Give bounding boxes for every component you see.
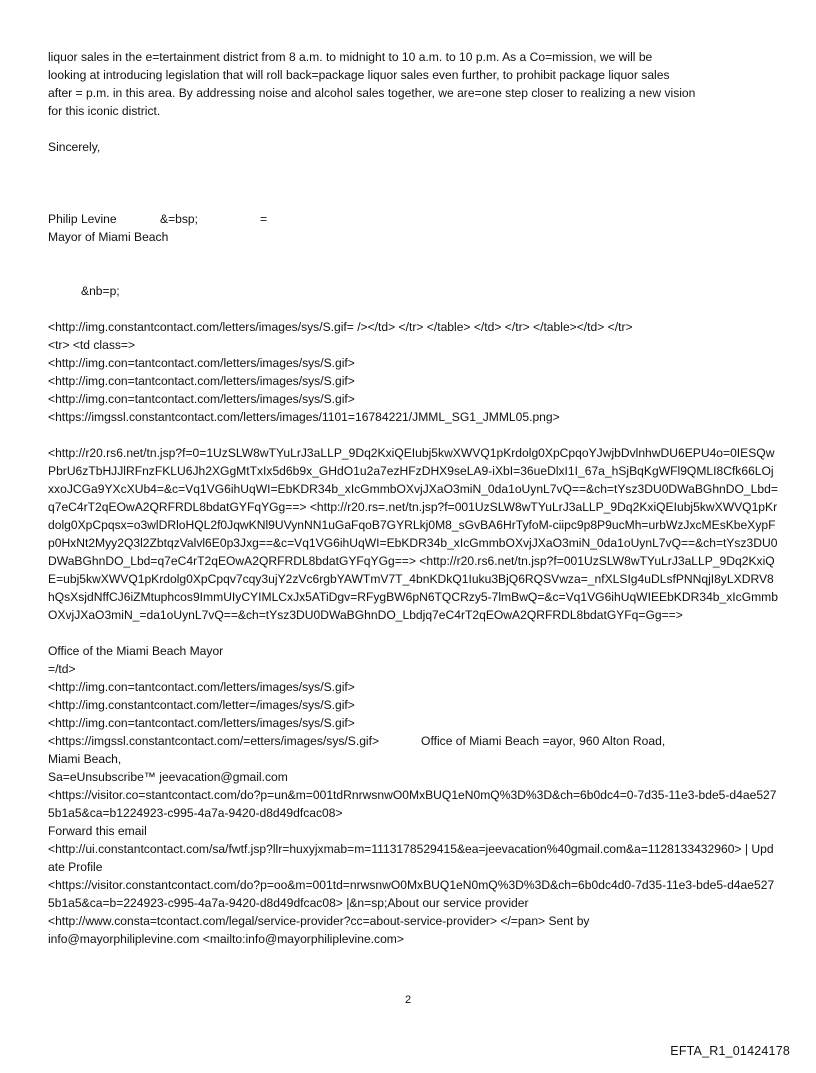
letter-paragraph-line: liquor sales in the e=tertainment district from 8 a.m. to midnight to 10 a.m. to 10 p.m. As a Co=mission, we will be [48,50,653,64]
signer-gap-entity: &=bsp; [160,212,198,226]
html-remnant-line: <tr> <td class=> [48,338,136,352]
unsubscribe-link[interactable]: <https://visitor.co=stantcontact.com/do?p=un&m=001tdRnrwsnwO0MxBUQ1eN0mQ%3D%3D&ch=6b0dc4=0-7d35-11e3-bde5-d4ae5275b1a5&ca=b1224923-c995-4a7a-9420-d8d49dfcac08> [48,788,777,820]
image-link[interactable]: <https://imgssl.constantcontact.com/=etters/images/sys/S.gif> [48,734,380,748]
image-link[interactable]: <http://img.con=tantcontact.com/letters/images/sys/S.gif> [48,716,355,730]
image-link[interactable]: <http://img.con=tantcontact.com/letters/images/sys/S.gif> [48,680,355,694]
tracking-links-block[interactable]: <http://r20.rs6.net/tn.jsp?f=0=1UzSLW8wTYuLrJ3aLLP_9Dq2KxiQEIubj5kwXWVQ1pKrdolg0XpCpqoYJwjbDvlnhwDU6EPU4o=0IESQwPbrU6zTbHJJlRFnzFKLU6Jh2XGgMtTxIx5d6b9x_GHdO1u2a7ezHFzDHX9seLA9-iXbI=36ueDlxI1I_67a_hSjBqKgWFl9QMLI8Cfk66LOjxxoJCGa9YXcXUb4=&c=Vq1VG6ihUqWI=EbKDR34b_xIcGmmbOXvjJXaO3miN_0da1oUynL7vQ==&ch=tYsz3DU0DWaBGhnDO_Lbd=q7eC4rT2qEOwA2QRFRDL8bdatGYFqYGg==> <http://r20.rs=.net/tn.jsp?f=001UzSLW8wTYuLrJ3aLLP_9Dq2KxiQEIubj5kwXWVQ1pKrdolg0XpCpqsx=o3wlDRloHQL2f0JqwKNl9UVynNN1uGaFqoB7GYRLkj0M8_sGvBA6HrTyfoM-ciipc9p8P9ucMh=urbWzJxcMEsKbeXypFp0HxNt2Myy2Q3l2ZbtqzValvl6E0p3Jxg==&c=Vq1VG6ihUqWI=EbKDR34b_xIcGmmbOXvjJXaO3miN_0da1oUynL7vQ==&ch=tYsz3DU0DWaBGhnDO_Lbd=q7eC4rT2qEOwA2QRFRDL8bdatGYFqYGg==> <http://r20.rs6.net/tn.jsp?f=001UzSLW8wTYuLrJ3aLLP_9Dq2KxiQE=ubj5kwXWVQ1pKrdolg0XpCpqv7cqy3ujY2zVc6rgbYAWTmV7T_4bnKDkQ1Iuku3BjQ6RQSVwza=_nfXLSIg4uDLsfPNNqjI8yLXDRV8hQsXsjdNffCJ6iZMtuphcos9ImmUIyCYIMLCxJx5ATiDgv=RFygBW6pN6TQCRzy5-7lmBwQ=&c=Vq1VG6ihUqWIEEbKDR34b_xIcGmmbOXvjJXaO3miN_=da1oUynL7vQ==&ch=tYsz3DU0DWaBGhnDO_Lbdjq7eC4rT2qEOwA2QRFRDL8bdatGYFq=Gg==> [48,446,778,622]
signer-name: Philip Levine [48,212,117,226]
office-address-city: Miami Beach, [48,752,122,766]
page-number: 2 [404,994,412,1006]
unsubscribe-line: Sa=eUnsubscribe™ jeevacation@gmail.com [48,770,288,784]
html-remnant-line: <http://img.constantcontact.com/letters/images/sys/S.gif= /></td> </tr> </table> </td> </tr> </table></td> </tr> [48,320,633,334]
office-title: Office of the Miami Beach Mayor [48,644,224,658]
image-link[interactable]: <https://imgssl.constantcontact.com/letters/images/1101=16784221/JMML_SG1_JMML05.png> [48,410,560,424]
image-link[interactable]: <http://img.constantcontact.com/letter=/images/sys/S.gif> [48,698,355,712]
letter-paragraph-line: looking at introducing legislation that will roll back=package liquor sales even further, to prohibit package liquor sales [48,68,670,82]
letter-body [48,48,778,948]
image-link[interactable]: <http://img.con=tantcontact.com/letters/images/sys/S.gif> [48,392,355,406]
letter-paragraph-line: after = p.m. in this area. By addressing noise and alcohol sales together, we are=one step closer to realizing a new vision [48,86,696,100]
html-remnant-line: =/td> [48,662,76,676]
signer-title: Mayor of Miami Beach [48,230,169,244]
forward-email-link[interactable]: <http://ui.constantcontact.com/sa/fwtf.jsp?llr=huxyjxmab=m=1113178529415&ea=jeevacation%40gmail.com&a=1128133432960> | Update Profile [48,842,774,874]
image-link[interactable]: <http://img.con=tantcontact.com/letters/images/sys/S.gif> [48,374,355,388]
service-provider-link[interactable]: <http://www.consta=tcontact.com/legal/service-provider?cc=about-service-provider> </=pan> Sent by [48,914,590,928]
forward-email-label: Forward this email [48,824,147,838]
office-address-line [48,732,778,750]
document-id: EFTA_R1_01424178 [670,1044,790,1058]
signature-line [48,210,778,228]
office-address: Office of Miami Beach =ayor, 960 Alton Road, [421,734,666,748]
update-profile-link[interactable]: <https://visitor.constantcontact.com/do?p=oo&m=001td=nrwsnwO0MxBUQ1eN0mQ%3D%3D&ch=6b0dc4d0-7d35-11e3-bde5-d4ae5275b1a5&ca=b=224923-c995-4a7a-9420-d8d49dfcac08> |&n=sp;About our service provider [48,878,775,910]
letter-paragraph-line: for this iconic district. [48,104,161,118]
closing-salutation: Sincerely, [48,140,101,154]
nbsp-entity-line: &nb=p; [81,284,120,298]
image-link[interactable]: <http://img.con=tantcontact.com/letters/images/sys/S.gif> [48,356,355,370]
sent-by-email: info@mayorphiliplevine.com <mailto:info@mayorphiliplevine.com> [48,932,404,946]
signer-gap-entity: = [260,212,268,226]
